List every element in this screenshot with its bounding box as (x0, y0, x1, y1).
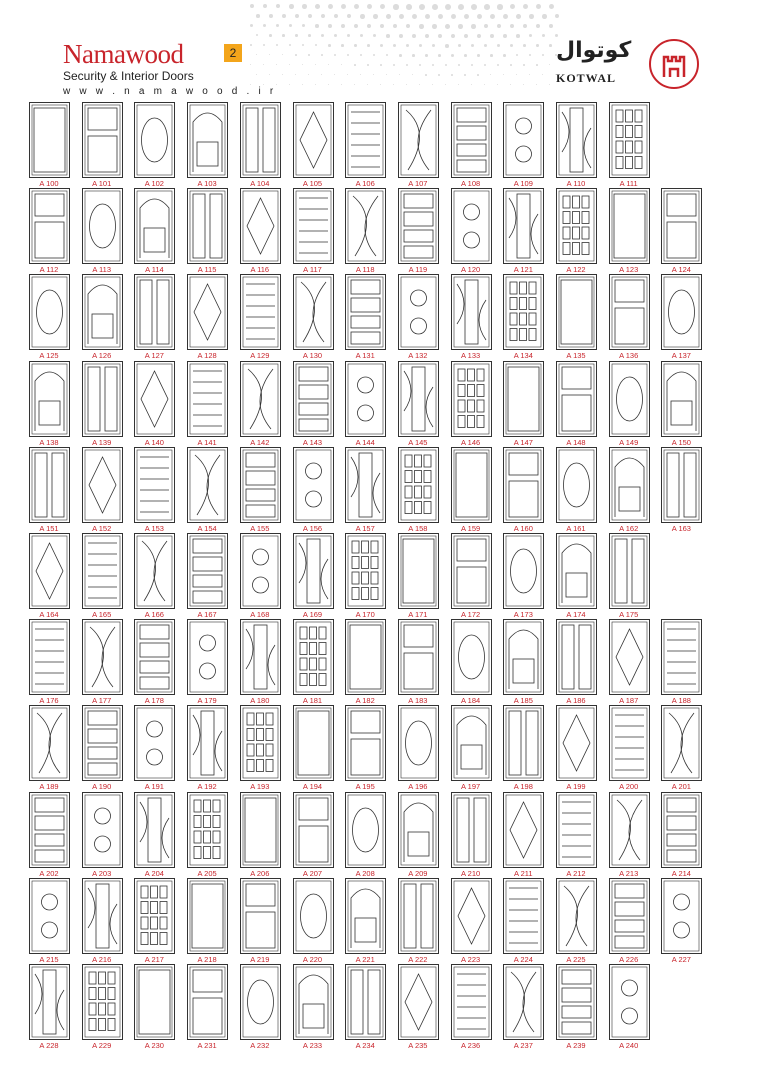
door-model-code: A 159 (461, 523, 481, 533)
door-model-code: A 179 (197, 696, 217, 706)
brand-subtitle: Security & Interior Doors (63, 69, 194, 83)
door-design-thumbnail (556, 447, 597, 523)
door-design-thumbnail (556, 188, 597, 264)
door-model-code: A 240 (619, 1041, 639, 1050)
door-model-code: A 111 (619, 179, 638, 188)
door-model-code: A 133 (461, 351, 481, 361)
door-design-thumbnail (556, 619, 597, 695)
door-model-code: A 150 (671, 437, 691, 447)
door-model-code: A 110 (566, 179, 586, 188)
door-model-code: A 234 (355, 1041, 375, 1050)
door-design-thumbnail (240, 705, 281, 781)
door-design-thumbnail (345, 361, 386, 437)
door-design-thumbnail (345, 102, 386, 178)
door-model-code: A 134 (513, 351, 533, 361)
door-model-code: A 215 (39, 954, 59, 964)
door-model-code: A 233 (302, 1041, 323, 1050)
page-number-badge: 2 (224, 44, 242, 62)
door-model-code: A 230 (144, 1041, 164, 1050)
door-model-code: A 201 (671, 782, 691, 792)
door-model-code: A 146 (461, 437, 481, 447)
door-design-thumbnail (187, 274, 228, 350)
door-model-code: A 137 (671, 351, 691, 361)
door-model-code: A 178 (144, 696, 164, 706)
door-model-code: A 116 (250, 265, 270, 275)
kotwal-persian-name: کوتوال (556, 38, 632, 63)
door-design-thumbnail (398, 447, 439, 523)
door-design-thumbnail (503, 188, 544, 264)
door-model-code: A 188 (671, 696, 691, 706)
door-design-thumbnail (609, 188, 650, 264)
door-model-code: A 135 (566, 351, 586, 361)
door-model-code: A 200 (619, 782, 639, 792)
door-model-code: A 217 (144, 954, 164, 964)
door-design-thumbnail (345, 878, 386, 954)
door-design-thumbnail (187, 619, 228, 695)
door-model-code: A 103 (197, 179, 217, 188)
door-design-thumbnail (240, 102, 281, 178)
door-model-code: A 192 (197, 782, 217, 792)
door-design-thumbnail (240, 619, 281, 695)
door-design-thumbnail (134, 447, 175, 523)
door-design-thumbnail (345, 705, 386, 781)
door-model-code: A 232 (250, 1041, 270, 1050)
door-design-thumbnail (29, 619, 70, 695)
door-model-code: A 180 (250, 696, 270, 706)
door-model-code: A 199 (566, 782, 586, 792)
door-design-thumbnail (29, 274, 70, 350)
door-model-code: A 191 (144, 782, 164, 792)
door-design-thumbnail (293, 102, 334, 178)
door-design-thumbnail (293, 361, 334, 437)
door-design-thumbnail (503, 878, 544, 954)
door-model-code: A 102 (144, 179, 164, 188)
door-model-code: A 175 (619, 610, 639, 619)
door-model-code: A 187 (619, 696, 639, 706)
door-model-code: A 160 (513, 523, 533, 533)
door-model-code: A 113 (92, 265, 111, 275)
door-model-code: A 176 (39, 696, 59, 706)
door-design-thumbnail (661, 188, 702, 264)
door-design-thumbnail (134, 274, 175, 350)
door-design-thumbnail (398, 619, 439, 695)
door-design-thumbnail (187, 533, 228, 609)
door-model-code: A 190 (92, 782, 112, 792)
door-model-code: A 174 (566, 610, 586, 619)
door-model-code: A 208 (355, 868, 375, 878)
door-design-thumbnail (661, 447, 702, 523)
door-model-code: A 118 (355, 265, 375, 275)
door-model-code: A 132 (408, 351, 428, 361)
door-design-thumbnail (661, 792, 702, 868)
door-design-thumbnail (503, 964, 544, 1040)
door-design-thumbnail (451, 792, 492, 868)
door-model-code: A 123 (619, 265, 639, 275)
door-design-thumbnail (134, 533, 175, 609)
castle-emblem-icon (649, 39, 699, 89)
door-model-code: A 211 (513, 868, 533, 878)
door-design-thumbnail (134, 878, 175, 954)
door-design-thumbnail (293, 533, 334, 609)
door-model-code: A 100 (39, 179, 59, 188)
door-design-thumbnail (451, 705, 492, 781)
door-model-code: A 158 (408, 523, 428, 533)
door-model-code: A 108 (461, 179, 481, 188)
door-design-thumbnail (609, 533, 650, 609)
door-model-code: A 183 (408, 696, 428, 706)
door-design-thumbnail (345, 274, 386, 350)
door-model-code: A 153 (144, 523, 164, 533)
door-design-thumbnail (609, 361, 650, 437)
door-model-code: A 167 (197, 610, 217, 619)
door-model-code: A 181 (302, 696, 323, 706)
door-model-code: A 198 (513, 782, 533, 792)
door-model-code: A 196 (408, 782, 428, 792)
door-design-thumbnail (451, 447, 492, 523)
door-design-thumbnail (503, 274, 544, 350)
door-model-code: A 161 (566, 523, 586, 533)
door-design-thumbnail (503, 533, 544, 609)
door-design-thumbnail (293, 447, 334, 523)
door-design-thumbnail (29, 792, 70, 868)
door-model-code: A 226 (619, 954, 639, 964)
door-model-code: A 131 (355, 351, 375, 361)
door-model-code: A 207 (302, 868, 323, 878)
door-model-code: A 214 (671, 868, 691, 878)
door-design-thumbnail (451, 274, 492, 350)
door-model-code: A 136 (619, 351, 639, 361)
door-model-code: A 219 (250, 954, 270, 964)
door-model-code: A 122 (566, 265, 586, 275)
door-design-thumbnail (609, 964, 650, 1040)
door-model-code: A 227 (671, 954, 691, 964)
door-design-thumbnail (609, 705, 650, 781)
door-design-thumbnail (293, 878, 334, 954)
door-model-code: A 106 (355, 179, 375, 188)
door-model-code: A 223 (461, 954, 481, 964)
door-model-code: A 143 (302, 437, 323, 447)
door-design-thumbnail (661, 274, 702, 350)
door-design-thumbnail (240, 274, 281, 350)
door-model-code: A 177 (92, 696, 112, 706)
door-model-code: A 186 (566, 696, 586, 706)
door-design-thumbnail (398, 705, 439, 781)
kotwal-english-name: KOTWAL (556, 71, 617, 85)
door-model-code: A 235 (408, 1041, 428, 1050)
door-model-code: A 202 (39, 868, 59, 878)
door-design-thumbnail (609, 274, 650, 350)
door-model-code: A 165 (92, 610, 112, 619)
door-design-thumbnail (398, 878, 439, 954)
door-model-code: A 125 (39, 351, 59, 361)
door-design-thumbnail (503, 619, 544, 695)
door-model-code: A 147 (513, 437, 533, 447)
door-design-thumbnail (451, 964, 492, 1040)
door-design-thumbnail (556, 274, 597, 350)
door-design-thumbnail (293, 274, 334, 350)
door-model-code: A 117 (303, 265, 322, 275)
door-design-thumbnail (293, 619, 334, 695)
door-design-thumbnail (398, 964, 439, 1040)
door-model-code: A 129 (250, 351, 270, 361)
door-design-thumbnail (82, 361, 123, 437)
door-design-thumbnail (134, 792, 175, 868)
door-design-thumbnail (187, 878, 228, 954)
door-model-code: A 157 (355, 523, 375, 533)
brand-name: Namawood (63, 39, 184, 69)
door-model-code: A 205 (197, 868, 217, 878)
door-model-code: A 141 (197, 437, 217, 447)
door-model-code: A 224 (513, 954, 533, 964)
door-design-thumbnail (398, 792, 439, 868)
door-design-thumbnail (293, 705, 334, 781)
door-design-thumbnail (187, 361, 228, 437)
door-design-thumbnail (240, 964, 281, 1040)
door-model-code: A 185 (513, 696, 533, 706)
door-design-thumbnail (451, 102, 492, 178)
door-model-code: A 212 (566, 868, 586, 878)
door-design-thumbnail (134, 102, 175, 178)
door-design-thumbnail (82, 705, 123, 781)
door-model-code: A 121 (513, 265, 533, 275)
door-design-thumbnail (82, 964, 123, 1040)
door-model-code: A 154 (197, 523, 217, 533)
door-model-code: A 109 (513, 179, 533, 188)
door-design-thumbnail (82, 188, 123, 264)
door-model-code: A 204 (144, 868, 164, 878)
door-model-code: A 144 (355, 437, 375, 447)
door-design-thumbnail (29, 102, 70, 178)
door-design-thumbnail (345, 447, 386, 523)
door-design-thumbnail (240, 878, 281, 954)
door-model-code: A 149 (619, 437, 639, 447)
door-design-thumbnail (29, 361, 70, 437)
door-design-thumbnail (293, 964, 334, 1040)
door-model-code: A 225 (566, 954, 586, 964)
door-model-code: A 142 (250, 437, 270, 447)
door-model-code: A 218 (197, 954, 217, 964)
door-design-thumbnail (398, 274, 439, 350)
door-design-thumbnail (134, 705, 175, 781)
door-model-code: A 172 (461, 610, 481, 619)
door-design-thumbnail (240, 188, 281, 264)
door-design-thumbnail (609, 878, 650, 954)
door-design-thumbnail (29, 188, 70, 264)
door-design-thumbnail (82, 878, 123, 954)
door-design-thumbnail (240, 447, 281, 523)
door-design-thumbnail (293, 792, 334, 868)
door-model-code: A 120 (461, 265, 481, 275)
door-design-thumbnail (451, 188, 492, 264)
door-design-thumbnail (398, 188, 439, 264)
door-design-thumbnail (82, 447, 123, 523)
door-design-thumbnail (556, 964, 597, 1040)
door-model-code: A 194 (302, 782, 323, 792)
door-design-thumbnail (661, 361, 702, 437)
door-design-thumbnail (503, 792, 544, 868)
door-design-thumbnail (29, 533, 70, 609)
door-model-code: A 168 (250, 610, 270, 619)
door-design-thumbnail (293, 188, 334, 264)
door-model-code: A 128 (197, 351, 217, 361)
door-design-thumbnail (451, 533, 492, 609)
door-model-code: A 210 (461, 868, 481, 878)
door-model-code: A 221 (355, 954, 375, 964)
door-model-code: A 236 (461, 1041, 481, 1050)
door-design-thumbnail (661, 705, 702, 781)
door-design-thumbnail (556, 102, 597, 178)
door-model-code: A 206 (250, 868, 270, 878)
namawood-logo (63, 40, 276, 97)
door-model-code: A 231 (197, 1041, 217, 1050)
door-model-code: A 164 (39, 610, 59, 619)
door-design-thumbnail (398, 361, 439, 437)
door-design-thumbnail (134, 619, 175, 695)
door-design-thumbnail (503, 705, 544, 781)
door-design-thumbnail (609, 792, 650, 868)
door-design-thumbnail (82, 619, 123, 695)
door-model-code: A 148 (566, 437, 586, 447)
door-design-thumbnail (187, 792, 228, 868)
door-model-code: A 104 (250, 179, 270, 188)
door-design-thumbnail (398, 533, 439, 609)
door-design-thumbnail (503, 102, 544, 178)
door-model-code: A 152 (92, 523, 112, 533)
door-design-thumbnail (240, 792, 281, 868)
door-model-code: A 112 (39, 265, 59, 275)
door-design-thumbnail (503, 361, 544, 437)
door-model-code: A 145 (408, 437, 428, 447)
door-design-thumbnail (661, 619, 702, 695)
door-design-thumbnail (82, 102, 123, 178)
door-model-code: A 151 (39, 523, 59, 533)
door-design-thumbnail (29, 447, 70, 523)
door-design-thumbnail (187, 447, 228, 523)
door-design-thumbnail (134, 361, 175, 437)
door-model-code: A 195 (355, 782, 375, 792)
door-model-code: A 115 (197, 265, 217, 275)
door-model-code: A 220 (302, 954, 323, 964)
door-design-thumbnail (82, 533, 123, 609)
door-design-thumbnail (556, 878, 597, 954)
door-model-code: A 209 (408, 868, 428, 878)
door-design-thumbnail (451, 619, 492, 695)
door-model-code: A 127 (144, 351, 164, 361)
door-design-thumbnail (345, 188, 386, 264)
door-model-code: A 162 (619, 523, 639, 533)
kotwal-logo (556, 38, 706, 88)
door-design-thumbnail (345, 533, 386, 609)
door-model-code: A 119 (408, 265, 428, 275)
door-model-code: A 216 (92, 954, 112, 964)
door-design-thumbnail (187, 188, 228, 264)
door-design-thumbnail (187, 705, 228, 781)
door-design-thumbnail (82, 792, 123, 868)
door-design-thumbnail (134, 964, 175, 1040)
door-model-code: A 138 (39, 437, 59, 447)
door-design-thumbnail (661, 878, 702, 954)
door-design-thumbnail (345, 964, 386, 1040)
door-model-code: A 155 (250, 523, 270, 533)
brand-url: w w w . n a m a w o o d . i r (63, 86, 277, 97)
door-model-code: A 193 (250, 782, 270, 792)
door-design-thumbnail (609, 447, 650, 523)
door-model-code: A 114 (145, 265, 164, 275)
door-design-thumbnail (503, 447, 544, 523)
door-model-code: A 213 (619, 868, 639, 878)
door-model-code: A 239 (566, 1041, 586, 1050)
door-model-code: A 197 (461, 782, 481, 792)
door-design-thumbnail (451, 361, 492, 437)
door-design-thumbnail (29, 964, 70, 1040)
door-model-code: A 222 (408, 954, 428, 964)
door-design-thumbnail (609, 102, 650, 178)
door-model-code: A 182 (355, 696, 375, 706)
door-design-thumbnail (29, 705, 70, 781)
door-design-thumbnail (240, 361, 281, 437)
door-model-code: A 140 (144, 437, 164, 447)
door-model-code: A 170 (355, 610, 375, 619)
door-design-thumbnail (187, 964, 228, 1040)
door-model-code: A 173 (513, 610, 533, 619)
door-model-code: A 139 (92, 437, 112, 447)
door-model-code: A 156 (302, 523, 323, 533)
door-model-code: A 130 (302, 351, 323, 361)
door-model-code: A 163 (671, 523, 691, 533)
door-model-code: A 229 (92, 1041, 112, 1050)
door-design-thumbnail (556, 361, 597, 437)
door-design-thumbnail (609, 619, 650, 695)
door-model-code: A 228 (39, 1041, 59, 1050)
door-model-code: A 169 (302, 610, 323, 619)
door-model-code: A 101 (92, 179, 112, 188)
door-design-thumbnail (29, 878, 70, 954)
door-design-thumbnail (556, 705, 597, 781)
door-design-thumbnail (345, 619, 386, 695)
door-model-code: A 105 (302, 179, 323, 188)
door-model-code: A 189 (39, 782, 59, 792)
door-model-code: A 237 (513, 1041, 533, 1050)
door-model-code: A 203 (92, 868, 112, 878)
door-model-code: A 124 (671, 265, 691, 275)
door-design-thumbnail (82, 274, 123, 350)
door-design-thumbnail (398, 102, 439, 178)
door-model-code: A 166 (144, 610, 164, 619)
door-model-code: A 184 (461, 696, 481, 706)
door-model-code: A 126 (92, 351, 112, 361)
door-design-thumbnail (240, 533, 281, 609)
door-design-thumbnail (451, 878, 492, 954)
door-design-thumbnail (345, 792, 386, 868)
door-design-thumbnail (187, 102, 228, 178)
door-design-thumbnail (556, 792, 597, 868)
door-model-code: A 107 (408, 179, 428, 188)
door-design-thumbnail (556, 533, 597, 609)
door-design-thumbnail (134, 188, 175, 264)
door-model-code: A 171 (408, 610, 428, 619)
